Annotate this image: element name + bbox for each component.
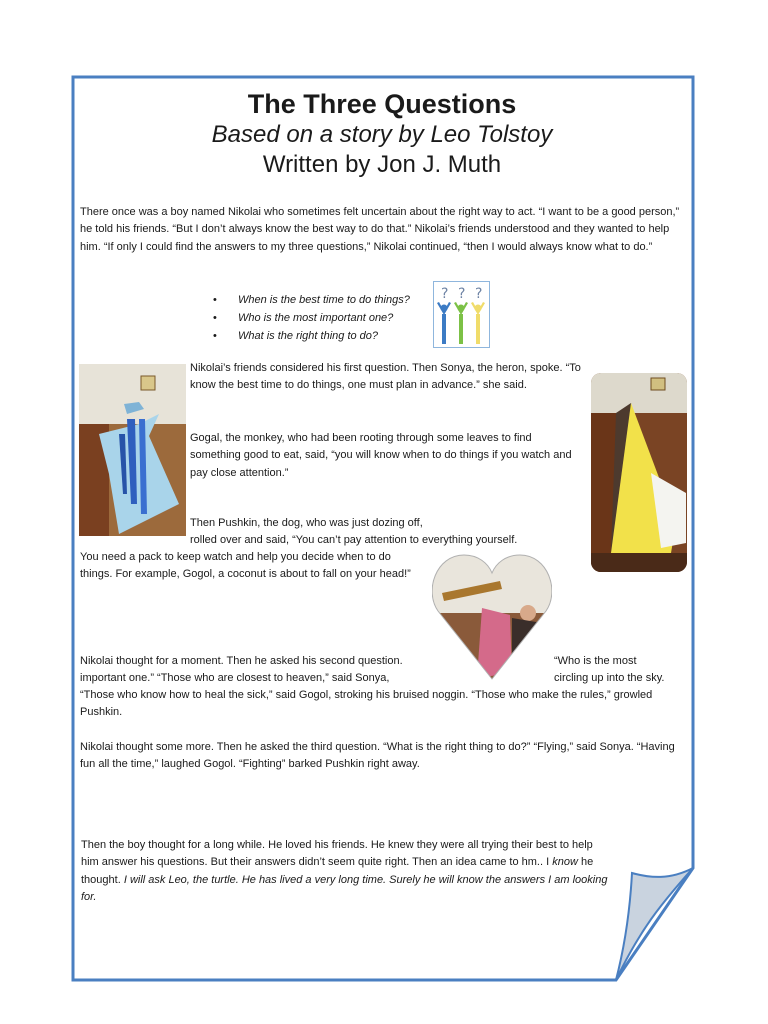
list-item: • What is the right thing to do? [213, 327, 410, 345]
questions-list [213, 291, 410, 345]
second-answers-paragraph: “Those who know how to heal the sick,” said Gogol, stroking his bruised noggin. “Those who make the rules,” growled Pushkin. [80, 689, 653, 719]
third-question-paragraph: Nikolai thought some more. Then he asked the third question. “What is the right thing to do?” “Flying,” said Sonya. “Having fun all the time,” laughed Gogol. “Fighting” barked Pushkin right away. [80, 741, 675, 771]
second-line2-left: important one.” “Those who are closest to heaven,” said Sonya, [80, 672, 390, 684]
final-paragraph [81, 837, 611, 907]
intro-paragraph: There once was a boy named Nikolai who sometimes felt uncertain about the right way to act. “I want to be a good person,” he told his friends. “But I don’t always know the best way to do that.” Nikolai’s friends understood and they wanted to help him. “If only I could find the answers to my three questions,” Nikolai continued, “then I would always know what to do.” [80, 206, 680, 253]
page-author: Written by Jon J. Muth [262, 151, 502, 178]
page-title: The Three Questions [247, 89, 517, 119]
final-text-2: he thought. [81, 856, 594, 886]
second-question-right: “Who is the most [554, 655, 637, 667]
gogol-paragraph: Gogal, the monkey, who had been rooting through some leaves to find something good to eat, said, “you will know when to do things if you watch and pay close attention.” [190, 432, 572, 479]
list-item: • When is the best time to do things? [213, 291, 410, 309]
heron-puppet-photo [79, 364, 186, 536]
svg-text:?: ? [458, 286, 466, 302]
heart-photo [432, 553, 552, 681]
three-question-people-icon [433, 281, 490, 348]
second-question-left: Nikolai thought for a moment. Then he asked his second question. [80, 655, 403, 667]
second-line2-right: circling up into the sky. [554, 672, 665, 684]
pushkin-line-1: Then Pushkin, the dog, who was just dozing off, [190, 517, 423, 529]
final-italic-2: I will ask Leo, the turtle. He has lived a very long time. Surely he will know the answers I am looking for. [81, 873, 608, 904]
sonya-paragraph: Nikolai’s friends considered his first question. Then Sonya, the heron, spoke. “To know the best time to do things, one must plan in advance.” she said. [190, 362, 581, 392]
final-text-1: Then the boy thought for a long while. He loved his friends. He knew they were all trying their best to help him answer his questions. But their answers didn’t seem quite right. Then an idea came to hm.. I [81, 839, 593, 869]
final-italic-1: know [552, 856, 578, 869]
svg-text:?: ? [441, 286, 449, 302]
svg-text:?: ? [475, 286, 483, 302]
list-item: • Who is the most important one? [213, 309, 410, 327]
pushkin-line-2: rolled over and said, “You can’t pay attention to everything yourself. [190, 534, 518, 546]
title-block [72, 88, 692, 180]
page-subtitle: Based on a story by Leo Tolstoy [211, 121, 553, 148]
pushkin-paragraph: You need a pack to keep watch and help you decide when to do things. For example, Gogol, a coconut is about to fall on your head!” [80, 551, 411, 581]
yellow-costume-photo [591, 373, 687, 572]
